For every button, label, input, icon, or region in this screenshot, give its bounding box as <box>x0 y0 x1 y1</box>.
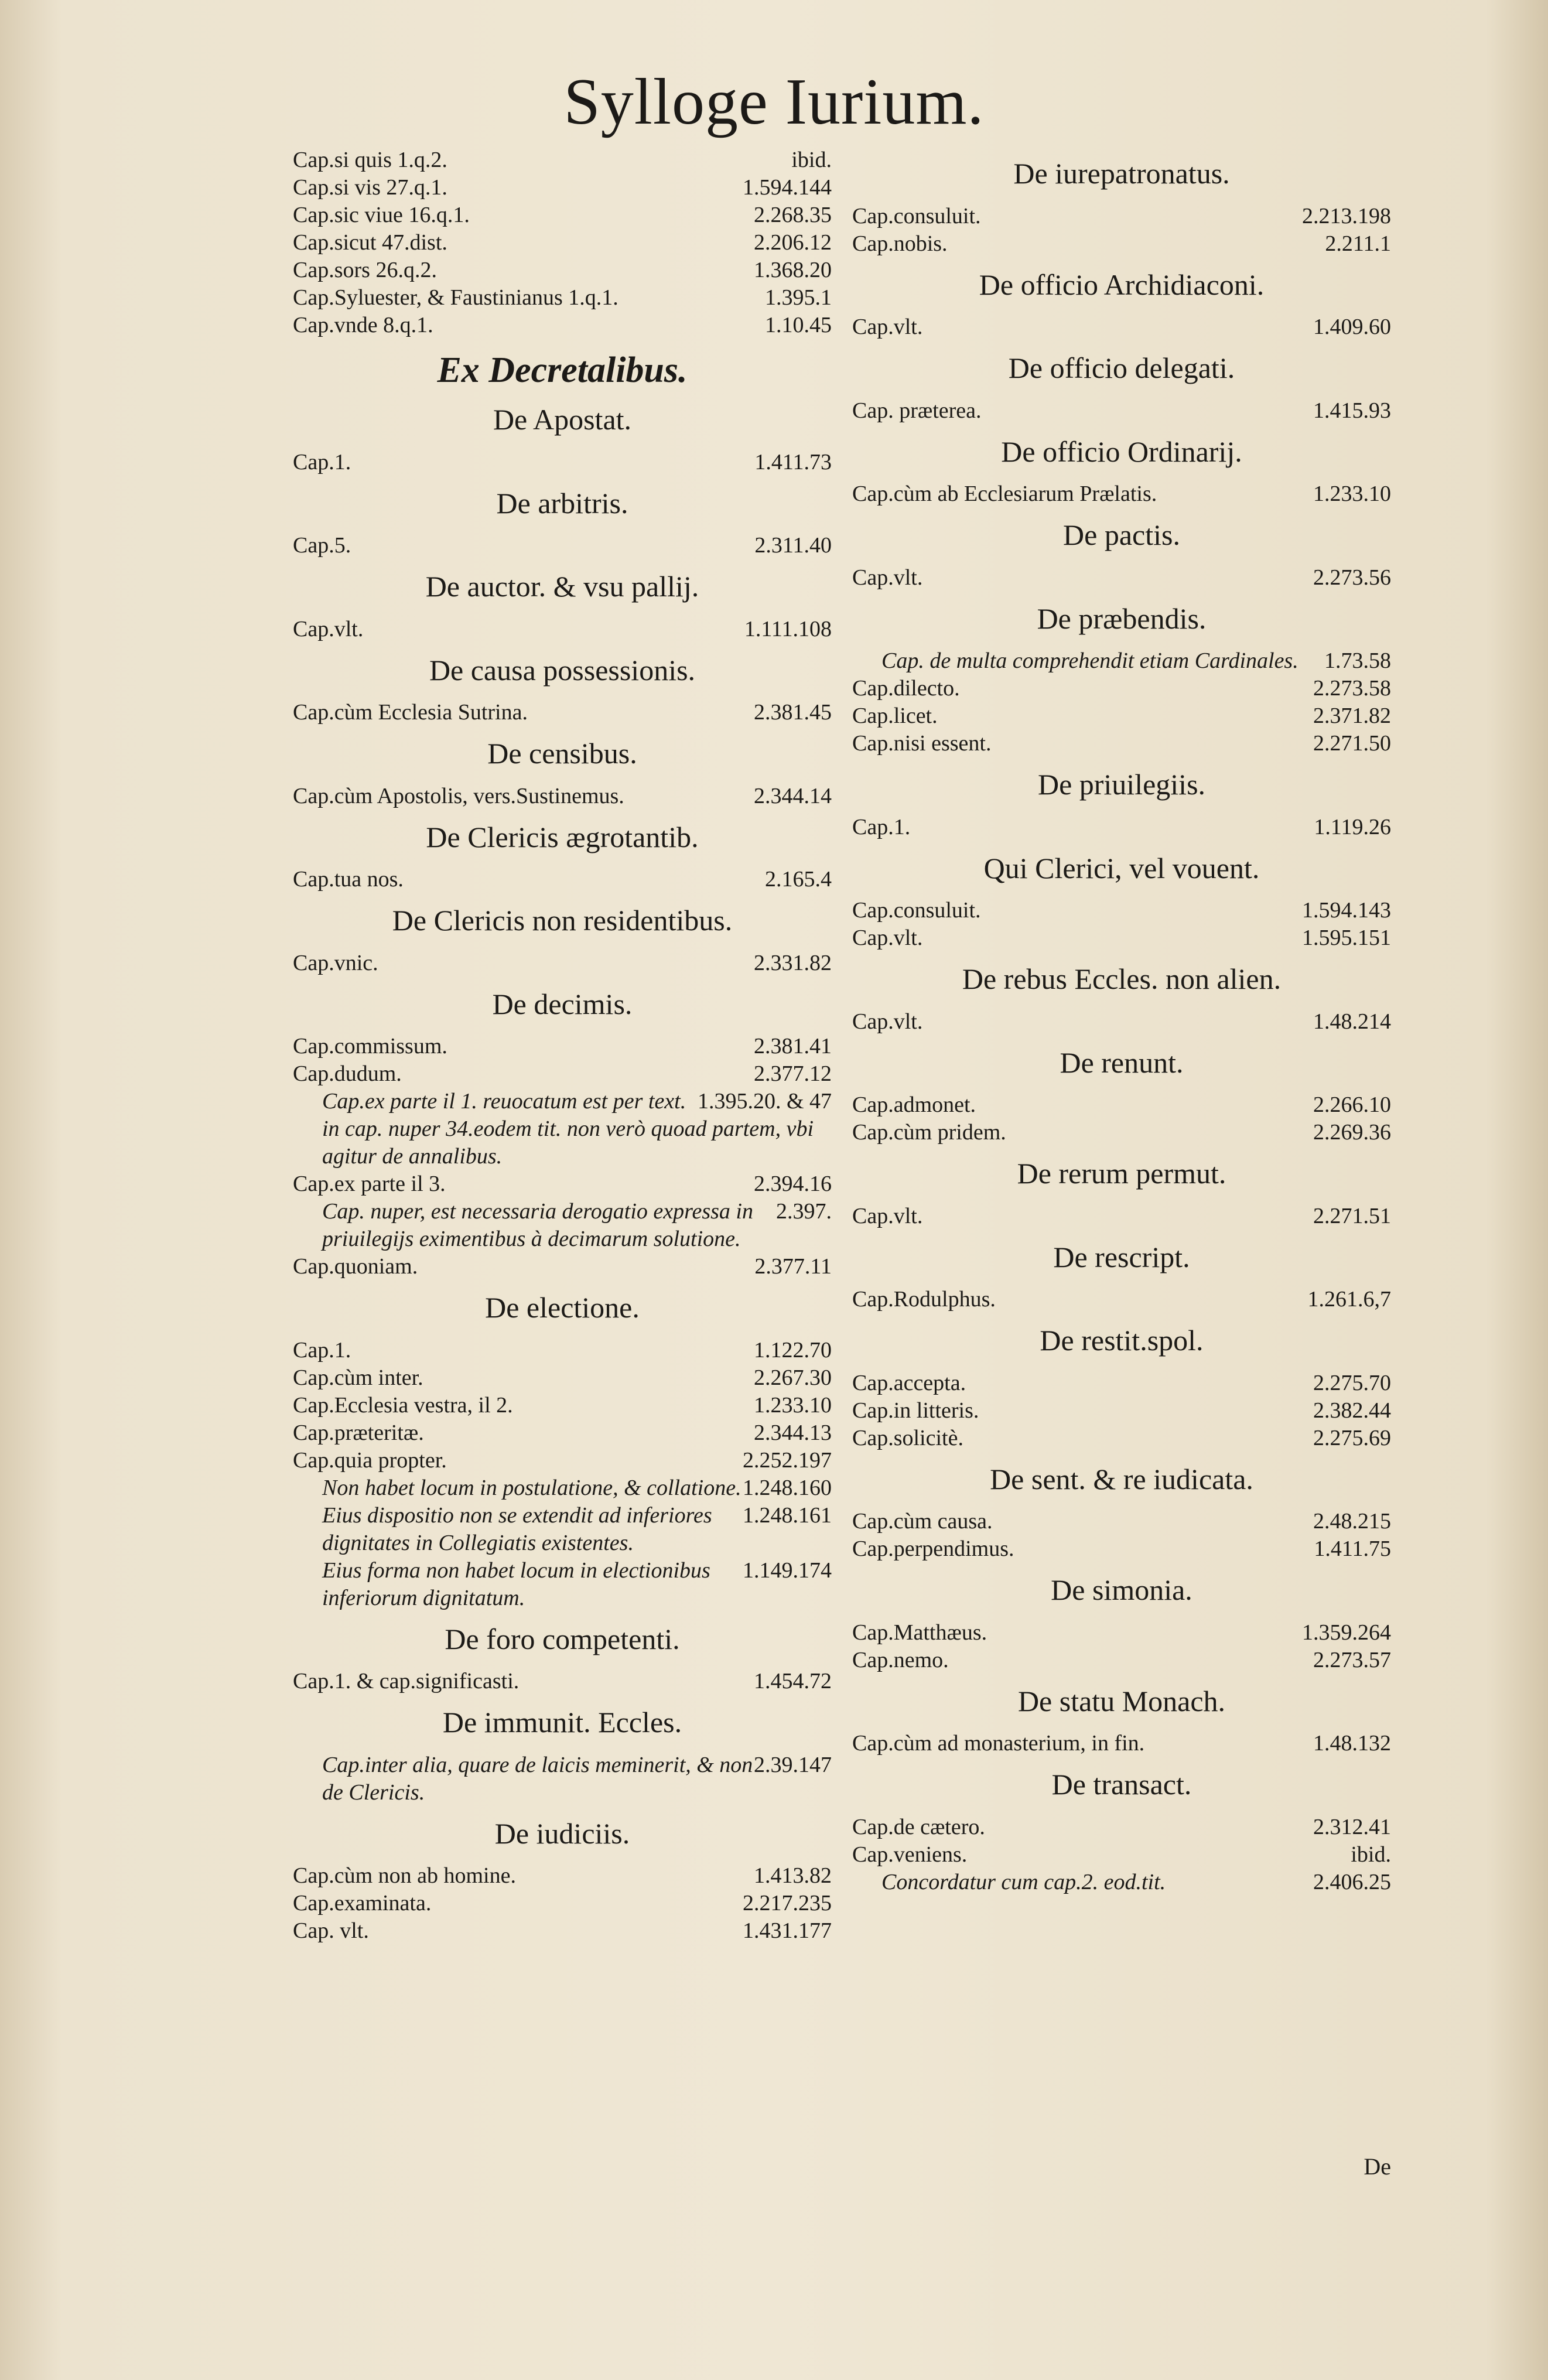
entry-reference: Cap.solicitè. <box>852 1425 963 1450</box>
entry-page: 2.381.45 <box>754 700 832 725</box>
section-heading: De præbendis. <box>1037 602 1207 635</box>
index-entry <box>293 1060 832 1088</box>
entry-reference: Cap.cùm Apostolis, vers.Sustinemus. <box>293 783 624 808</box>
entry-page: 2.267.30 <box>754 1365 832 1390</box>
index-entry <box>293 532 832 559</box>
section-heading: De statu Monach. <box>1017 1684 1226 1717</box>
entry-page: 2.165.4 <box>765 867 832 892</box>
entry-page: 2.382.44 <box>1313 1398 1391 1423</box>
entry-reference: Cap.admonet. <box>852 1092 976 1117</box>
note-page: 2.397. <box>776 1199 832 1224</box>
entry-reference: Cap.cùm ab Ecclesiarum Prælatis. <box>852 482 1157 506</box>
entry-page: 2.271.50 <box>1313 731 1391 756</box>
entry-page: 1.122.70 <box>754 1337 832 1363</box>
entry-page: 2.273.56 <box>1313 565 1391 590</box>
index-entry <box>852 1119 1391 1146</box>
note-text: Cap. de multa comprehendit etiam Cardinales. <box>881 648 1298 673</box>
index-entry <box>852 480 1391 508</box>
entry-page: 2.377.11 <box>754 1254 832 1279</box>
entry-page: 2.211.1 <box>1325 231 1391 256</box>
section-heading: De renunt. <box>1060 1046 1184 1079</box>
right-column <box>852 146 1391 1896</box>
entry-page: 1.233.10 <box>1313 482 1391 506</box>
index-note <box>293 1751 832 1807</box>
section-heading: De sent. & re iudicata. <box>990 1462 1253 1495</box>
entry-page: 1.111.108 <box>744 616 832 641</box>
entry-reference: Cap.Matthæus. <box>852 1620 987 1645</box>
index-entry <box>852 1647 1391 1674</box>
entry-page: 2.311.40 <box>754 533 832 558</box>
entry-page: 2.371.82 <box>1313 704 1391 728</box>
index-entry <box>293 866 832 893</box>
section-heading: De electione. <box>485 1291 640 1324</box>
note-text: Eius forma non habet locum in electionibus inferiorum dignitatum. <box>322 1558 710 1610</box>
section-heading: De decimis. <box>492 987 633 1020</box>
entry-reference: Cap.vnde 8.q.1. <box>293 313 433 337</box>
index-note <box>852 1869 1391 1896</box>
index-entry <box>293 229 832 257</box>
entry-reference: Cap.si quis 1.q.2. <box>293 148 447 172</box>
entry-reference: Cap.cùm pridem. <box>852 1120 1006 1145</box>
entry-page: 1.395.1 <box>765 285 832 310</box>
entry-reference: Cap.nobis. <box>852 231 948 256</box>
entry-page: 1.233.10 <box>754 1392 832 1418</box>
index-entry <box>852 1425 1391 1452</box>
note-text: Non habet locum in postulatione, & collatione. <box>322 1475 741 1500</box>
entry-reference: Cap.cùm Ecclesia Sutrina. <box>293 700 528 725</box>
catchword: De <box>1364 2153 1391 2180</box>
section-heading: De causa possessionis. <box>429 653 696 687</box>
entry-reference: Cap.veniens. <box>852 1842 968 1867</box>
entry-page: 1.431.177 <box>743 1918 832 1944</box>
index-entry <box>852 1841 1391 1869</box>
entry-reference: Cap.quoniam. <box>293 1254 418 1279</box>
entry-page: 2.48.215 <box>1313 1509 1391 1534</box>
index-entry <box>852 313 1391 341</box>
entry-page: 1.409.60 <box>1313 315 1391 339</box>
index-entry <box>293 257 832 284</box>
entry-reference: Cap.nemo. <box>852 1647 949 1672</box>
note-text: Cap.ex parte il 1. reuocatum est per text. in cap. nuper 34.eodem tit. non verò quoad partem, vbi agitur de annalibus. <box>322 1089 814 1169</box>
entry-reference: Cap.licet. <box>852 704 938 728</box>
entry-page: 2.377.12 <box>754 1061 832 1087</box>
section-heading: Qui Clerici, vel vouent. <box>983 851 1260 885</box>
index-entry <box>293 1862 832 1890</box>
entry-reference: Cap.vlt. <box>293 616 364 641</box>
index-entry <box>293 1253 832 1281</box>
entry-reference: Cap.dilecto. <box>852 676 960 701</box>
section-heading: De Clericis ægrotantib. <box>426 820 699 853</box>
entry-page: 1.48.132 <box>1313 1731 1391 1756</box>
section-heading: De immunit. Eccles. <box>442 1706 682 1739</box>
entry-page: 2.394.16 <box>754 1172 832 1197</box>
entry-reference: Cap.vlt. <box>852 1203 923 1228</box>
note-page: 1.395.20. & 47 <box>697 1089 832 1114</box>
section-heading: De iudiciis. <box>494 1816 630 1850</box>
entry-page: 2.268.35 <box>754 203 832 227</box>
entry-reference: Cap.dudum. <box>293 1061 402 1087</box>
index-entry <box>293 174 832 202</box>
index-entry <box>293 1917 832 1945</box>
entry-page: 1.10.45 <box>765 313 832 337</box>
section-heading: De pactis. <box>1063 518 1180 551</box>
section-heading: De priuilegiis. <box>1037 768 1206 801</box>
entry-reference: Cap.in litteris. <box>852 1398 979 1423</box>
section-heading: De rebus Eccles. non alien. <box>962 962 1282 995</box>
entry-page: ibid. <box>1351 1842 1391 1867</box>
index-entry <box>293 1890 832 1917</box>
index-entry <box>852 924 1391 952</box>
entry-reference: Cap.si vis 27.q.1. <box>293 175 447 200</box>
note-page: 1.73.58 <box>1324 648 1391 673</box>
entry-page: 2.275.69 <box>1313 1425 1391 1450</box>
index-entry <box>852 814 1391 841</box>
section-heading: De simonia. <box>1051 1573 1192 1606</box>
index-entry <box>293 699 832 726</box>
index-entry <box>852 730 1391 757</box>
entry-reference: Cap.tua nos. <box>293 867 404 892</box>
index-note <box>852 647 1391 675</box>
entry-page: 2.273.57 <box>1313 1647 1391 1672</box>
entry-page: 2.344.14 <box>754 783 832 808</box>
entry-reference: Cap.cùm non ab homine. <box>293 1863 516 1889</box>
index-entry <box>293 312 832 339</box>
left-column <box>293 146 832 1945</box>
index-entry <box>293 202 832 229</box>
entry-reference: Cap.accepta. <box>852 1370 966 1395</box>
page-title: Sylloge Iurium. <box>563 66 985 138</box>
entry-page: 1.261.6,7 <box>1307 1287 1391 1312</box>
entry-page: 2.273.58 <box>1313 676 1391 701</box>
index-entry <box>293 1170 832 1198</box>
index-entry <box>293 146 832 174</box>
index-entry <box>852 897 1391 924</box>
entry-reference: Cap.vlt. <box>852 926 923 950</box>
entry-page: 1.594.143 <box>1302 898 1391 923</box>
index-entry <box>852 675 1391 702</box>
entry-reference: Cap.sic viue 16.q.1. <box>293 203 470 227</box>
index-entry <box>293 1419 832 1447</box>
note-page: 1.248.161 <box>743 1503 832 1528</box>
entry-reference: Cap.Rodulphus. <box>852 1287 996 1312</box>
section-heading: De iurepatronatus. <box>1013 157 1230 190</box>
index-note <box>293 1198 832 1253</box>
entry-reference: Cap.præteritæ. <box>293 1420 424 1445</box>
entry-reference: Cap.perpendimus. <box>852 1536 1014 1561</box>
index-entry <box>852 702 1391 730</box>
section-heading: De foro competenti. <box>445 1622 680 1655</box>
entry-page: 1.454.72 <box>754 1669 832 1694</box>
entry-reference: Cap.vlt. <box>852 1009 923 1034</box>
section-heading: De restit.spol. <box>1040 1324 1204 1357</box>
index-entry <box>293 1337 832 1364</box>
entry-page: 2.252.197 <box>743 1447 832 1473</box>
entry-reference: Cap.sors 26.q.2. <box>293 258 437 282</box>
note-text: Eius dispositio non se extendit ad inferiores dignitates in Collegiatis existentes. <box>322 1503 712 1555</box>
entry-reference: Cap.vlt. <box>852 565 923 590</box>
entry-reference: Cap.vnic. <box>293 950 378 975</box>
section-heading: De arbitris. <box>496 486 628 520</box>
entry-reference: Cap.de cætero. <box>852 1814 985 1839</box>
entry-page: ibid. <box>791 148 832 172</box>
index-entry <box>293 1033 832 1060</box>
entry-page: 1.594.144 <box>743 175 832 200</box>
index-entry <box>293 950 832 977</box>
index-entry <box>852 564 1391 592</box>
section-heading: De rescript. <box>1053 1240 1190 1273</box>
index-entry <box>293 616 832 643</box>
entry-page: 1.411.75 <box>1314 1536 1391 1561</box>
index-entry <box>293 783 832 810</box>
index-entry <box>852 1730 1391 1757</box>
entry-reference: Cap.1. & cap.significasti. <box>293 1669 520 1694</box>
index-entry <box>852 397 1391 425</box>
section-heading: De Apostat. <box>493 403 632 436</box>
entry-reference: Cap.cùm ad monasterium, in fin. <box>852 1731 1145 1756</box>
entry-page: 1.359.264 <box>1302 1620 1391 1645</box>
index-entry <box>293 1668 832 1695</box>
entry-reference: Cap.cùm inter. <box>293 1365 423 1390</box>
index-entry <box>852 1619 1391 1647</box>
section-heading: Ex Decretalibus. <box>437 350 688 390</box>
index-entry <box>852 1535 1391 1563</box>
entry-reference: Cap.5. <box>293 533 351 558</box>
entry-page: 2.312.41 <box>1313 1814 1391 1839</box>
note-text: Cap.inter alia, quare de laicis meminerit, & non de Clericis. <box>322 1752 753 1805</box>
entry-page: 2.206.12 <box>754 230 832 255</box>
entry-page: 1.411.73 <box>754 449 832 474</box>
entry-page: 1.119.26 <box>1314 814 1391 839</box>
entry-reference: Cap.1. <box>293 449 351 474</box>
index-entry <box>293 284 832 312</box>
index-note <box>293 1502 832 1557</box>
entry-reference: Cap. præterea. <box>852 398 982 423</box>
entry-page: 2.266.10 <box>1313 1092 1391 1117</box>
index-entry <box>293 449 832 476</box>
index-entry <box>852 1286 1391 1313</box>
note-text: Cap. nuper, est necessaria derogatio expressa in priuilegijs eximentibus à decimarum solutione. <box>322 1199 753 1252</box>
index-entry <box>852 1091 1391 1119</box>
entry-page: 1.368.20 <box>754 258 832 282</box>
entry-reference: Cap.cùm causa. <box>852 1509 993 1534</box>
entry-reference: Cap.Ecclesia vestra, il 2. <box>293 1392 513 1418</box>
index-entry <box>852 1397 1391 1425</box>
entry-reference: Cap.1. <box>293 1337 351 1363</box>
section-heading: De officio Archidiaconi. <box>979 268 1265 301</box>
section-heading: De rerum permut. <box>1017 1157 1226 1190</box>
entry-reference: Cap.sicut 47.dist. <box>293 230 447 255</box>
entry-reference: Cap. vlt. <box>293 1918 369 1944</box>
entry-page: 1.48.214 <box>1313 1009 1391 1034</box>
index-entry <box>852 230 1391 258</box>
entry-reference: Cap.1. <box>852 814 911 839</box>
index-entry <box>293 1392 832 1419</box>
index-entry <box>293 1447 832 1474</box>
entry-page: 2.217.235 <box>743 1891 832 1916</box>
index-entry <box>852 1814 1391 1841</box>
entry-page: 2.381.41 <box>754 1034 832 1059</box>
entry-reference: Cap.quia propter. <box>293 1447 447 1473</box>
entry-reference: Cap.examinata. <box>293 1891 432 1916</box>
note-text: Concordatur cum cap.2. eod.tit. <box>881 1869 1166 1894</box>
entry-reference: Cap.vlt. <box>852 315 923 339</box>
entry-reference: Cap.nisi essent. <box>852 731 992 756</box>
entry-page: 2.269.36 <box>1313 1120 1391 1145</box>
entry-reference: Cap.consuluit. <box>852 898 981 923</box>
entry-page: 2.275.70 <box>1313 1370 1391 1395</box>
entry-page: 2.344.13 <box>754 1420 832 1445</box>
index-entry <box>852 1508 1391 1535</box>
note-page: 1.149.174 <box>743 1558 832 1583</box>
entry-page: 2.271.51 <box>1313 1203 1391 1228</box>
entry-page: 1.415.93 <box>1313 398 1391 423</box>
note-page: 2.406.25 <box>1313 1869 1391 1894</box>
entry-page: 2.331.82 <box>754 950 832 975</box>
section-heading: De transact. <box>1051 1768 1192 1801</box>
note-page: 1.248.160 <box>743 1475 832 1500</box>
section-heading: De auctor. & vsu pallij. <box>425 570 699 603</box>
index-note <box>293 1088 832 1170</box>
section-heading: De censibus. <box>487 737 637 770</box>
section-heading: De officio delegati. <box>1008 351 1235 384</box>
index-note <box>293 1557 832 1612</box>
index-note <box>293 1474 832 1502</box>
index-entry <box>293 1364 832 1392</box>
entry-reference: Cap.ex parte il 3. <box>293 1172 446 1197</box>
index-entry <box>852 1008 1391 1036</box>
index-entry <box>852 1370 1391 1397</box>
entry-page: 2.213.198 <box>1302 203 1391 228</box>
note-page: 2.39.147 <box>754 1752 832 1777</box>
section-heading: De Clericis non residentibus. <box>392 904 733 937</box>
entry-reference: Cap.consuluit. <box>852 203 981 228</box>
entry-reference: Cap.commissum. <box>293 1034 447 1059</box>
index-entry <box>852 203 1391 230</box>
section-heading: De officio Ordinarij. <box>1001 435 1242 468</box>
entry-page: 1.595.151 <box>1302 926 1391 950</box>
index-entry <box>852 1203 1391 1230</box>
entry-page: 1.413.82 <box>754 1863 832 1889</box>
entry-reference: Cap.Syluester, & Faustinianus 1.q.1. <box>293 285 618 310</box>
